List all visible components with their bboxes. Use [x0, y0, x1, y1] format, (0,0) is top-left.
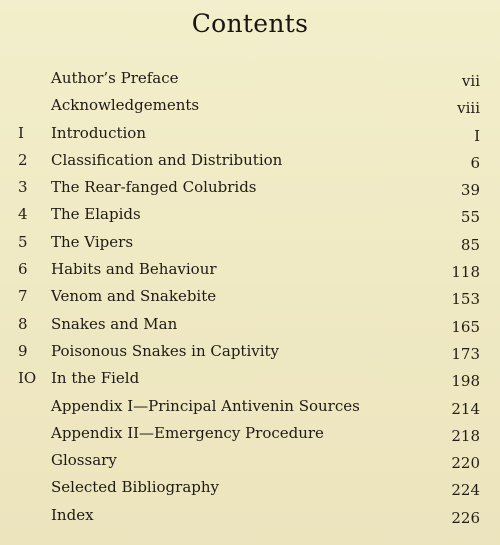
page-number: 118 [451, 263, 480, 282]
entry-title: Acknowledgements [51, 96, 200, 115]
entry-title: The Elapids [51, 205, 141, 224]
contents-entry [0, 394, 500, 421]
entry-title: Author’s Preface [51, 69, 179, 87]
contents-entry [0, 503, 500, 530]
contents-entry [0, 93, 500, 120]
page-number: 85 [460, 235, 480, 254]
page-number: 165 [451, 317, 480, 336]
entry-title: Appendix I—Principal Antivenin Sources [51, 396, 360, 415]
entry-title: In the Field [51, 369, 140, 388]
page-number: 198 [451, 372, 480, 391]
chapter-number: 5 [18, 232, 28, 251]
entry-title: Glossary [51, 451, 117, 470]
page-title: Contents [191, 9, 309, 38]
chapter-number: 2 [18, 150, 28, 169]
chapter-number: 8 [18, 314, 28, 333]
page-number: vii [461, 72, 480, 90]
entry-title: Snakes and Man [51, 314, 178, 333]
contents-entry [0, 284, 500, 311]
page-number: 220 [451, 454, 480, 473]
page-number: 153 [451, 290, 480, 309]
page-number: 55 [460, 208, 480, 227]
page-number: 226 [451, 508, 480, 527]
contents-entry [0, 230, 500, 257]
page-number: I [474, 126, 480, 145]
contents-entry [0, 175, 500, 202]
chapter-number: I [18, 123, 24, 142]
page-number: viii [457, 99, 480, 118]
page-number: 39 [460, 181, 480, 200]
page-number: 224 [451, 481, 480, 500]
contents-entry [0, 257, 500, 284]
page-number: 214 [451, 399, 480, 418]
entry-title: Habits and Behaviour [51, 260, 217, 279]
entry-title: The Rear-fanged Colubrids [51, 178, 257, 197]
entry-title: Venom and Snakebite [51, 287, 217, 306]
entry-title: Introduction [51, 123, 146, 142]
page-number: 173 [451, 344, 480, 363]
contents-entry [0, 421, 500, 448]
contents-entry [0, 121, 500, 148]
chapter-number: 9 [18, 341, 28, 360]
contents-entry [0, 148, 500, 175]
page-number: 6 [470, 153, 480, 172]
contents-list [0, 66, 500, 530]
contents-entry [0, 66, 500, 93]
entry-title: Index [51, 505, 94, 524]
entry-title: The Vipers [51, 232, 134, 251]
page-number: 218 [451, 426, 480, 445]
entry-title: Selected Bibliography [51, 478, 220, 497]
chapter-number: 3 [18, 178, 28, 197]
chapter-number: IO [18, 369, 37, 388]
contents-entry [0, 312, 500, 339]
entry-title: Appendix II—Emergency Procedure [51, 423, 324, 442]
contents-entry [0, 475, 500, 502]
contents-entry [0, 202, 500, 229]
entry-title: Classification and Distribution [51, 150, 283, 169]
contents-entry [0, 339, 500, 366]
contents-entry [0, 448, 500, 475]
contents-entry [0, 366, 500, 393]
chapter-number: 6 [18, 260, 28, 279]
entry-title: Poisonous Snakes in Captivity [51, 341, 280, 360]
chapter-number: 4 [18, 205, 28, 224]
chapter-number: 7 [18, 287, 28, 306]
